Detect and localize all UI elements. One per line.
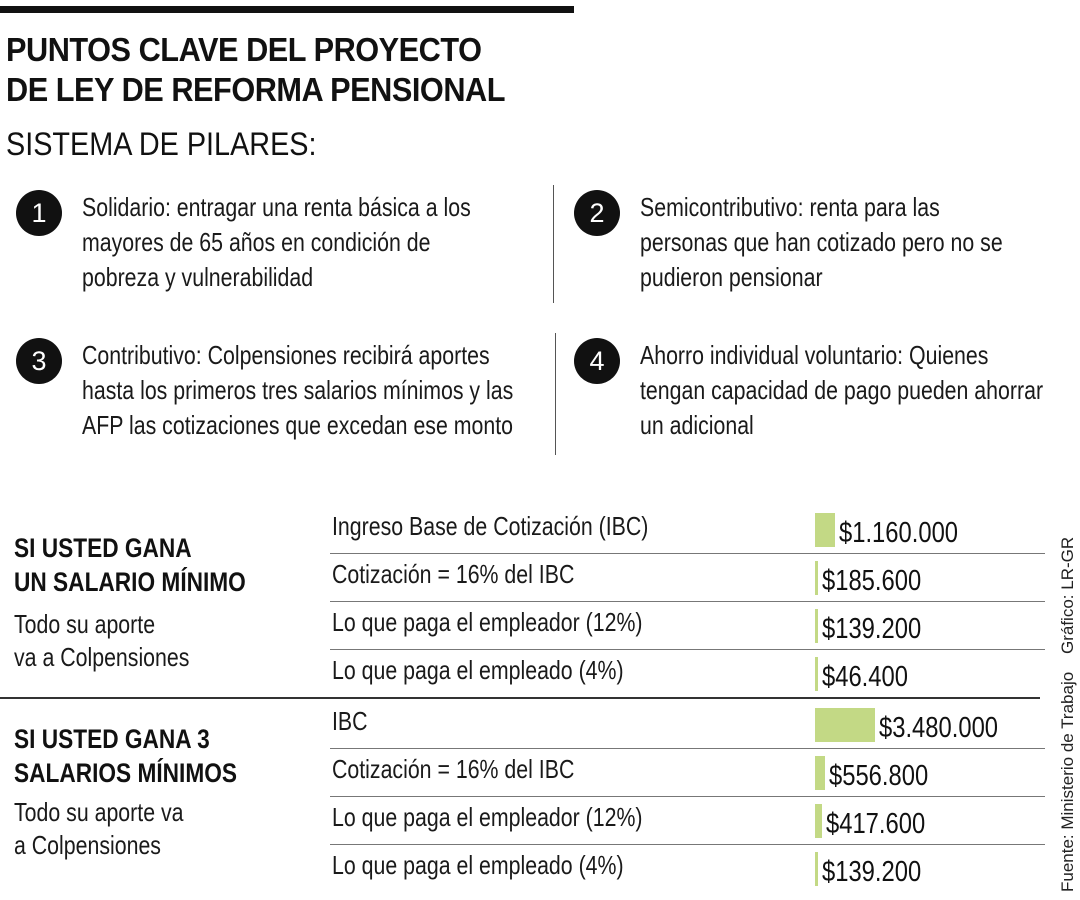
- section-subtitle: SISTEMA DE PILARES:: [6, 126, 317, 162]
- block-2-title: SI USTED GANA 3 SALARIOS MÍNIMOS: [14, 724, 238, 788]
- value-label: $139.200: [822, 856, 922, 888]
- value-bar: [815, 513, 835, 547]
- category-label: Cotización = 16% del IBC: [332, 559, 575, 589]
- value-bar: [815, 657, 818, 691]
- block-1-title: SI USTED GANA UN SALARIO MÍNIMO: [14, 533, 246, 597]
- row-separator: [330, 748, 1045, 749]
- pillar-divider: [555, 333, 556, 455]
- title-line-1: PUNTOS CLAVE DEL PROYECTO: [6, 31, 482, 68]
- title-line-2: DE LEY DE REFORMA PENSIONAL: [6, 71, 506, 108]
- section-divider: [0, 697, 1040, 699]
- row-separator: [330, 844, 1045, 845]
- pillar-text: Contributivo: Colpensiones recibirá aportes hasta los primeros tres salarios mínimos y las AFP las cotizaciones que excedan ese monto: [82, 340, 514, 440]
- pillar-text: Solidario: entragar una renta básica a los mayores de 65 años en condición de pobreza y vulnerabilidad: [82, 192, 471, 292]
- value-bar: [815, 756, 825, 790]
- category-label: Ingreso Base de Cotización (IBC): [332, 511, 649, 541]
- value-label: $417.600: [826, 808, 926, 840]
- value-label: $185.600: [822, 565, 922, 597]
- page-title: [6, 30, 583, 110]
- pillar-number-badge: 1: [16, 190, 62, 236]
- category-label: Lo que paga el empleador (12%): [332, 802, 643, 832]
- row-separator: [330, 601, 1045, 602]
- value-bar: [815, 561, 818, 595]
- pillar-number-badge: 3: [16, 338, 62, 384]
- value-bar: [815, 852, 818, 886]
- pillar-text: Ahorro individual voluntario: Quienes tengan capacidad de pago pueden ahorrar un adicional: [640, 340, 1044, 440]
- value-bar: [815, 609, 818, 643]
- value-label: $1.160.000: [839, 517, 959, 549]
- source-note: Fuente: Ministerio de Trabajo: [1058, 671, 1077, 892]
- top-rule: [0, 6, 574, 13]
- row-separator: [330, 649, 1045, 650]
- row-separator: [330, 553, 1045, 554]
- category-label: Cotización = 16% del IBC: [332, 754, 575, 784]
- row-separator: [330, 796, 1045, 797]
- category-label: Lo que paga el empleador (12%): [332, 607, 643, 637]
- category-label: IBC: [332, 706, 368, 736]
- category-label: Lo que paga el empleado (4%): [332, 850, 624, 880]
- value-bar: [815, 804, 822, 838]
- block-2-subtitle: Todo su aporte va a Colpensiones: [14, 797, 184, 860]
- value-label: $139.200: [822, 613, 922, 645]
- block-1-subtitle: Todo su aporte va a Colpensiones: [14, 609, 190, 672]
- pillar-text: Semicontributivo: renta para las personas que han cotizado pero no se pudieron pensionar: [640, 192, 1003, 292]
- value-label: $3.480.000: [879, 712, 999, 744]
- category-label: Lo que paga el empleado (4%): [332, 655, 624, 685]
- value-label: $556.800: [829, 760, 929, 792]
- value-bar: [815, 708, 875, 742]
- graphic-credit: Gráfico: LR-GR: [1058, 536, 1077, 654]
- pillar-number-badge: 4: [574, 338, 620, 384]
- value-label: $46.400: [822, 661, 908, 693]
- pillar-divider: [553, 185, 554, 303]
- pillar-number-badge: 2: [574, 190, 620, 236]
